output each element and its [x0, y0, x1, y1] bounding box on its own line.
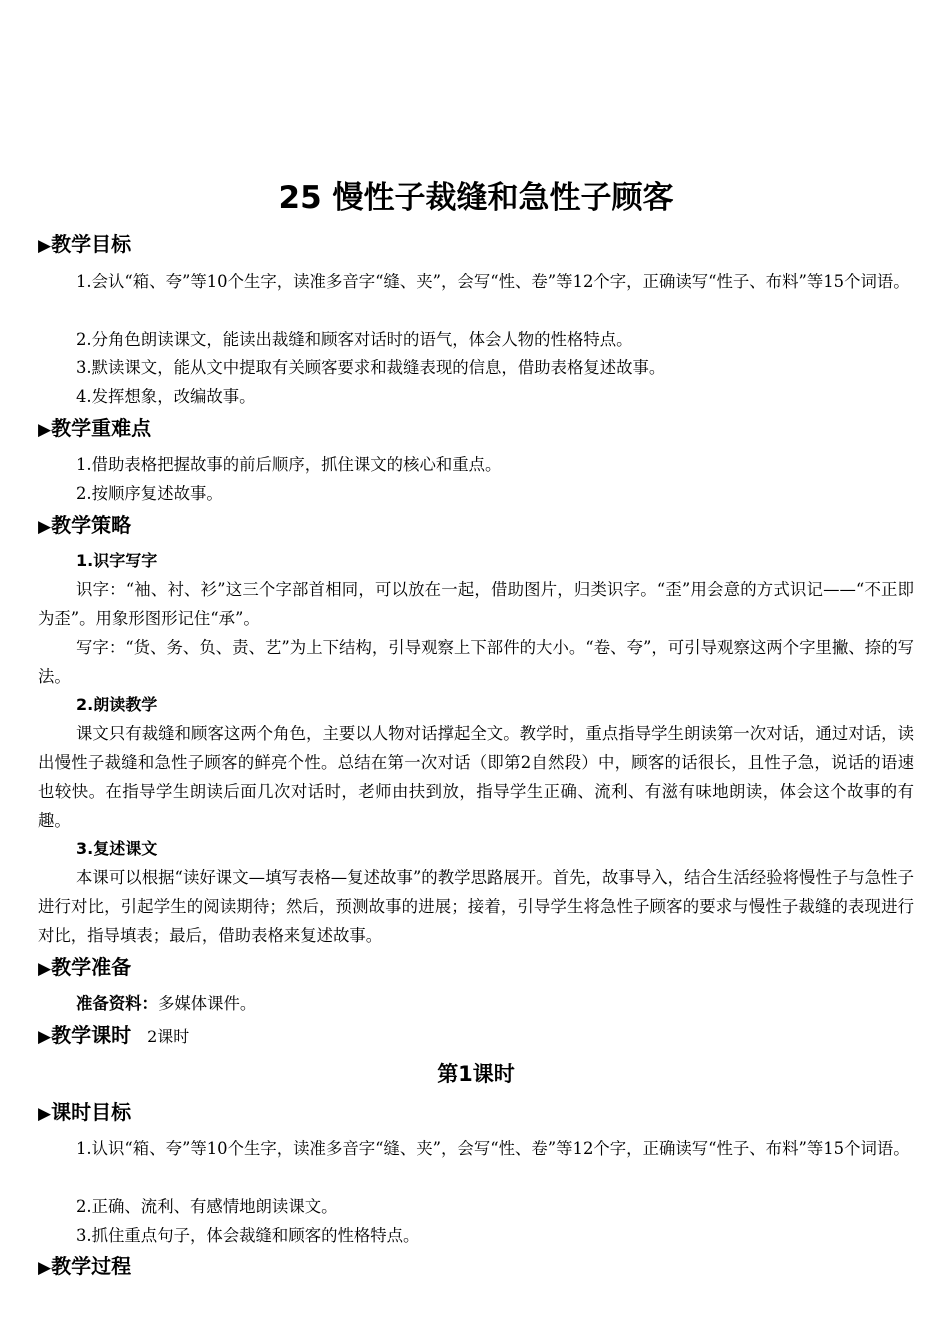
- lesson-goal-item-2: 2.正确、流利、有感情地朗读课文。: [76, 1197, 338, 1216]
- section-heading-process: ▶教学过程: [38, 1254, 132, 1278]
- hours-value: 2课时: [147, 1027, 190, 1046]
- triangle-marker-icon: ▶: [38, 517, 52, 537]
- triangle-marker-icon: ▶: [38, 236, 52, 256]
- strategy-literacy-recognize: 识字：“袖、衬、衫”这三个字部首相同，可以放在一起，借助图片，归类识字。“歪”用会意的方式识记——“不正即为歪”。用象形图形记住“承”。: [38, 580, 914, 628]
- prep-paragraph: [38, 989, 914, 1018]
- triangle-marker-icon: ▶: [38, 420, 52, 440]
- goal-item-1: 1.会认“箱、夸”等10个生字，读准多音字“缝、夹”，会写“性、卷”等12个字，正确读写“性子、布料”等15个词语。: [76, 272, 910, 291]
- section-heading-prep: ▶教学准备: [38, 955, 132, 979]
- triangle-marker-icon: ▶: [38, 1027, 52, 1047]
- triangle-marker-icon: ▶: [38, 959, 52, 979]
- lesson-goal-item-1: 1.认识“箱、夸”等10个生字，读准多音字“缝、夹”，会写“性、卷”等12个字，正确读写“性子、布料”等15个词语。: [76, 1139, 910, 1158]
- strategy-reading-paragraph: 课文只有裁缝和顾客这两个角色，主要以人物对话撑起全文。教学时，重点指导学生朗读第一次对话，通过对话，读出慢性子裁缝和急性子顾客的鲜亮个性。总结在第一次对话（即第2自然段）中，顾客的话很长，且性子急，说话的语速也较快。在指导学生朗读后面几次对话时，老师由扶到放，指导学生正确、流利、有滋有味地朗读，体会这个故事的有趣。: [38, 724, 914, 830]
- strategy-subheading-retell: 3.复述课文: [76, 839, 158, 858]
- key-point-item-2: 2.按顺序复述故事。: [76, 484, 223, 503]
- goal-item-4: 4.发挥想象，改编故事。: [76, 387, 256, 406]
- prep-label: 准备资料：: [76, 994, 158, 1013]
- triangle-marker-icon: ▶: [38, 1258, 52, 1278]
- key-point-item-1: 1.借助表格把握故事的前后顺序，抓住课文的核心和重点。: [76, 455, 502, 474]
- section-heading-key-points: ▶教学重难点: [38, 416, 152, 440]
- section-heading-goals: ▶教学目标: [38, 232, 132, 256]
- triangle-marker-icon: ▶: [38, 1104, 52, 1124]
- section-heading-strategy: ▶教学策略: [38, 513, 132, 537]
- section-heading-lesson-goals: ▶课时目标: [38, 1100, 132, 1124]
- strategy-literacy-writing: 写字：“货、务、负、责、艺”为上下结构，引导观察上下部件的大小。“卷、夸”，可引导观察这两个字里撇、捺的写法。: [38, 638, 914, 686]
- prep-value: 多媒体课件。: [157, 994, 257, 1013]
- goal-item-2: 2.分角色朗读课文，能读出裁缝和顾客对话时的语气，体会人物的性格特点。: [76, 330, 633, 349]
- lesson-goal-item-3: 3.抓住重点句子，体会裁缝和顾客的性格特点。: [76, 1226, 420, 1245]
- section-heading-hours: ▶教学课时 2课时: [38, 1023, 190, 1047]
- strategy-subheading-literacy: 1.识字写字: [76, 551, 158, 570]
- page-title: 25 慢性子裁缝和急性子顾客: [278, 180, 674, 216]
- goal-item-3: 3.默读课文，能从文中提取有关顾客要求和裁缝表现的信息，借助表格复述故事。: [76, 358, 666, 377]
- strategy-retell-paragraph: 本课可以根据“读好课文—填写表格—复述故事”的教学思路展开。首先，故事导入，结合生活经验将慢性子与急性子进行对比，引起学生的阅读期待；然后，预测故事的进展；接着，引导学生将急性子顾客的要求与慢性子裁缝的表现进行对比，指导填表；最后，借助表格来复述故事。: [38, 868, 914, 945]
- lesson-1-title: 第1课时: [437, 1062, 515, 1086]
- strategy-subheading-reading: 2.朗读教学: [76, 695, 158, 714]
